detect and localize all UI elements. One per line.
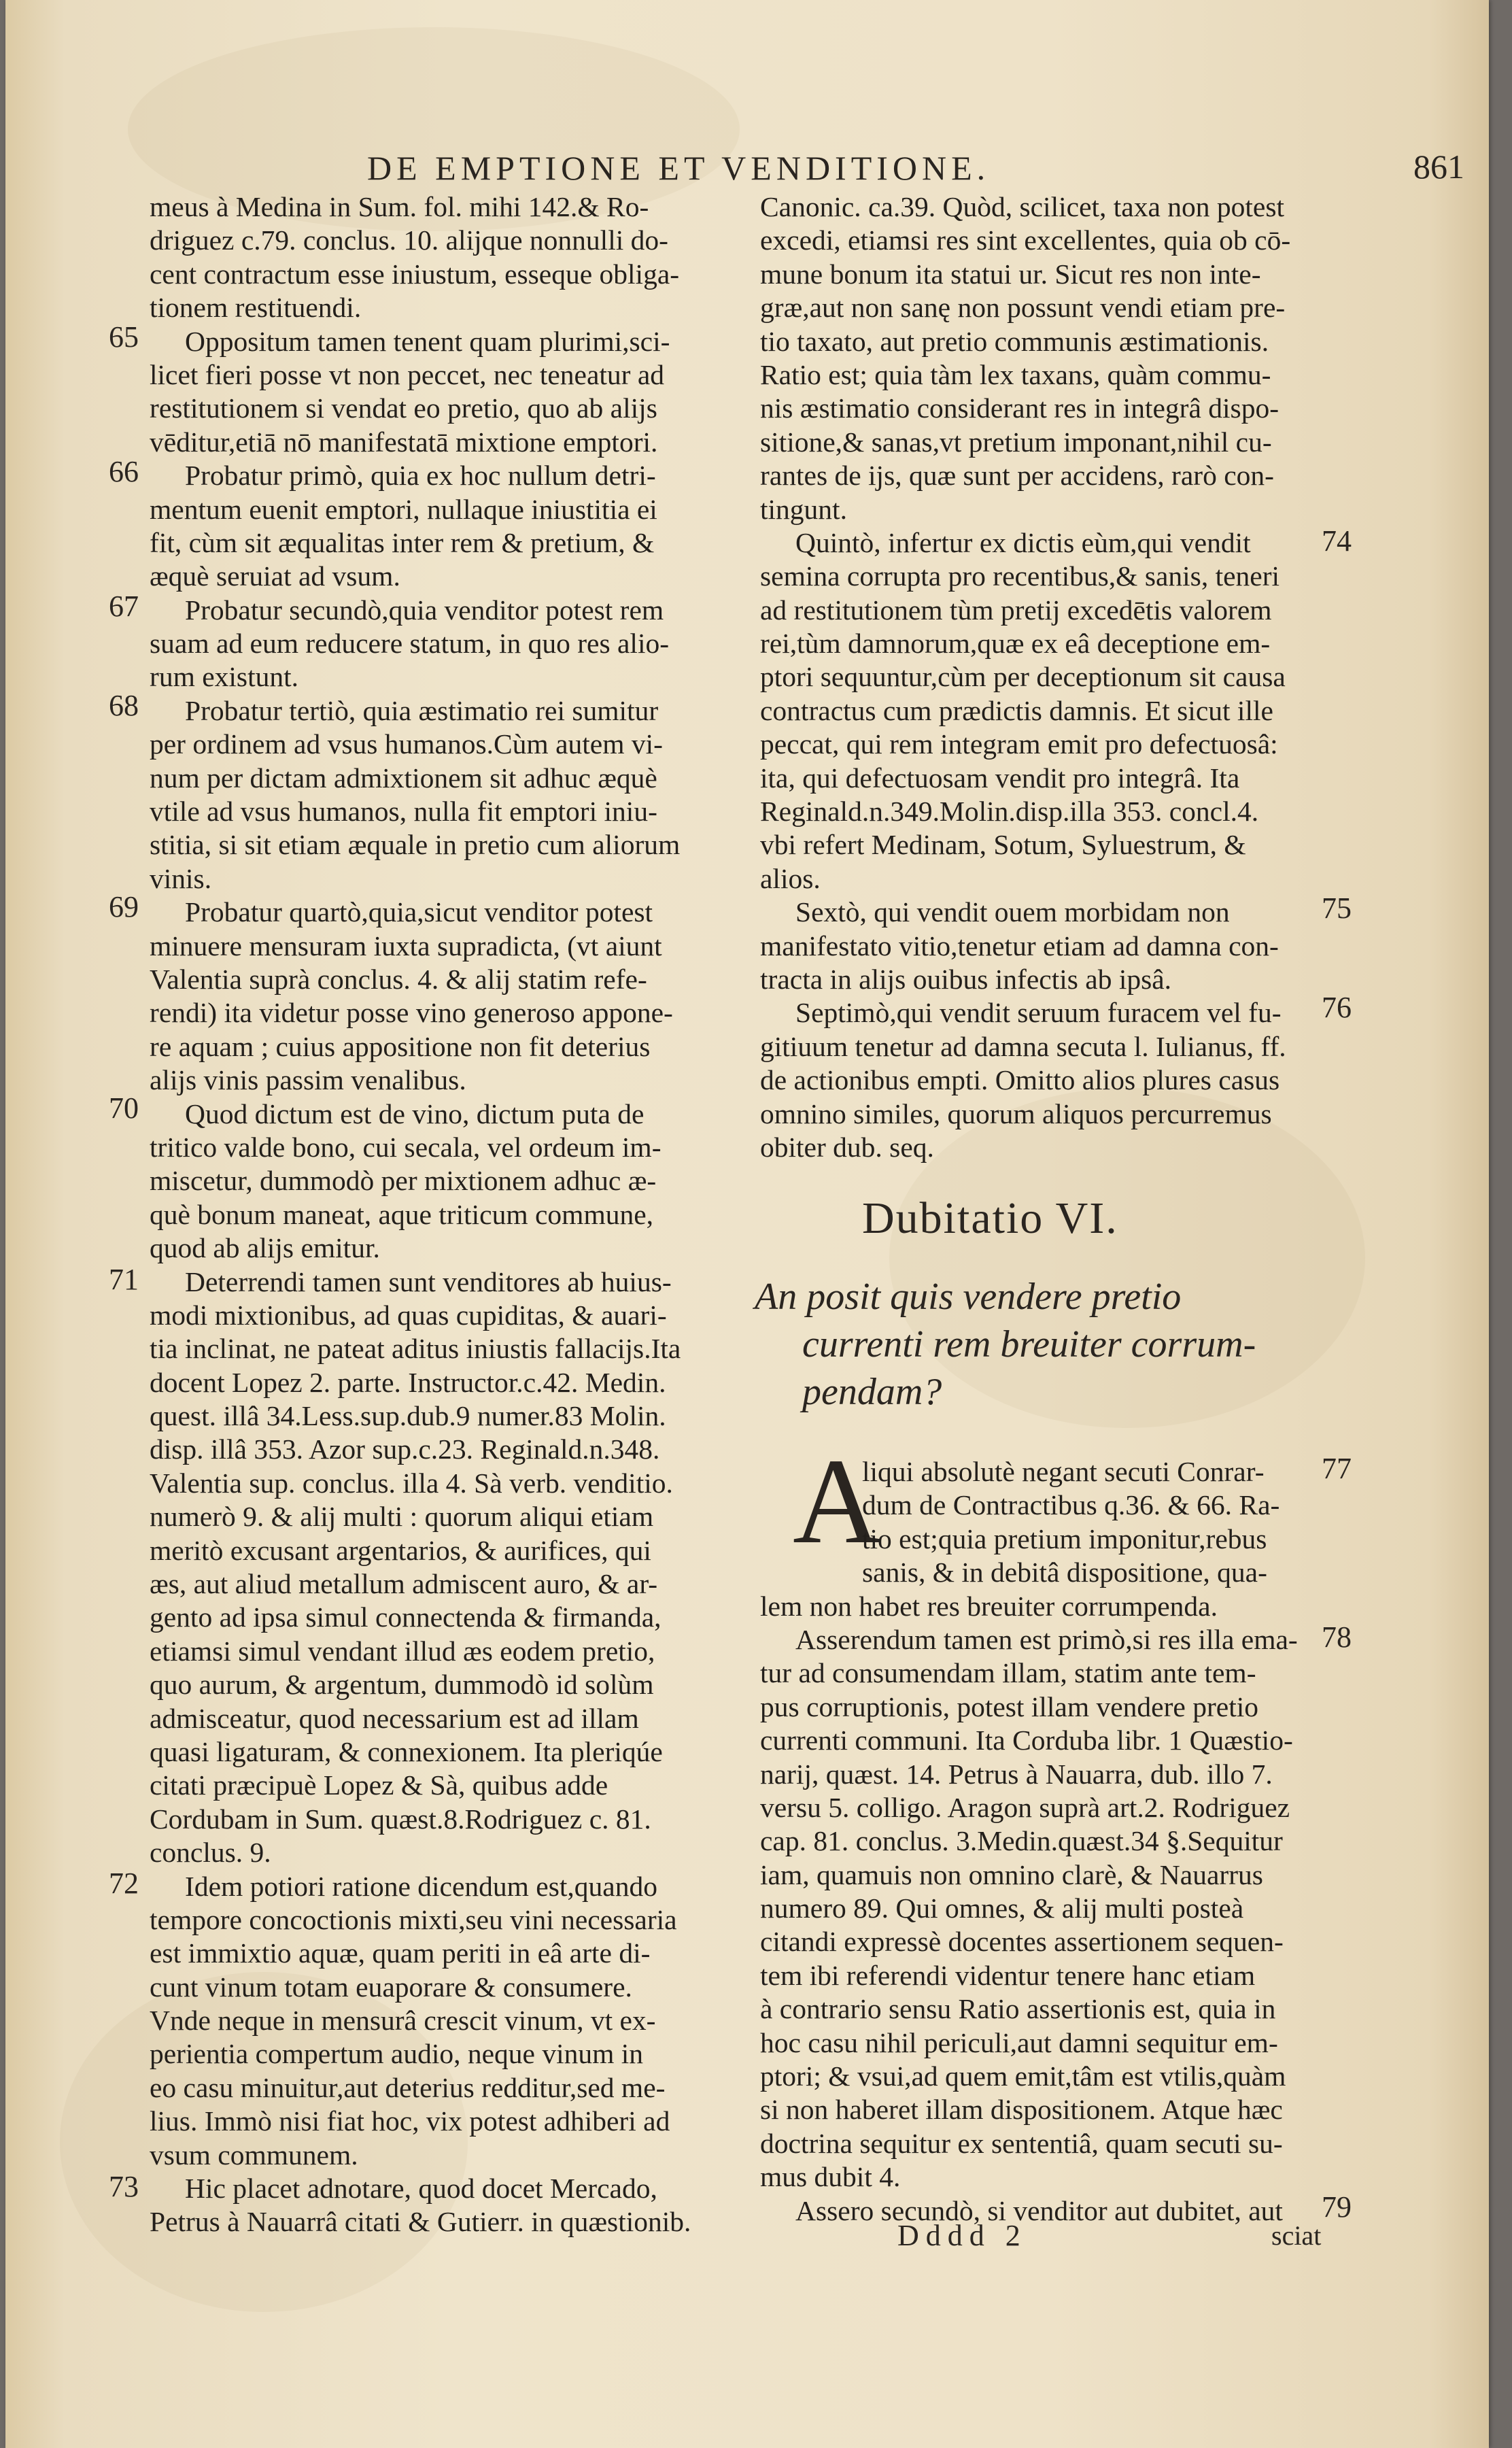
- text-line: tracta in alijs ouibus infectis ab ipsâ.: [760, 963, 1172, 995]
- text-line: Probatur tertiò, quia æstimatio rei sumitur: [185, 694, 659, 726]
- left-column: [150, 190, 700, 2239]
- text-line: miscetur, dummodò per mixtionem adhuc æ-: [150, 1165, 657, 1197]
- section-title: Dubitatio VI.: [862, 1193, 1118, 1243]
- text-line: ptori; & vsui,ad quem emit,tâm est vtilis,quàm: [760, 2060, 1286, 2092]
- text-line: liqui absolutè negant secuti Conrar-: [862, 1456, 1265, 1487]
- text-line: tionem restituendi.: [150, 292, 362, 324]
- text-line: tio est;quia pretium imponitur,rebus: [862, 1523, 1267, 1554]
- text-line: Cordubam in Sum. quæst.8.Rodriguez c. 81.: [150, 1803, 651, 1835]
- text-line: hoc casu nihil periculi,aut damni sequitur em-: [760, 2026, 1278, 2058]
- text-line: omnino similes, quorum aliquos percurremus: [760, 1098, 1272, 1129]
- text-line: tritico valde bono, cui secala, vel ordeum im-: [150, 1131, 662, 1163]
- paragraph-number: 66: [109, 455, 139, 488]
- text-line: perientia compertum audio, neque vinum in: [150, 2038, 644, 2070]
- text-line: Quintò, infertur ex dictis eùm,qui vendit: [795, 526, 1251, 558]
- text-line: græ,aut non sanę non possunt vendi etiam pre-: [760, 292, 1286, 324]
- text-line: excedi, etiamsi res sint excellentes, quia ob cō-: [760, 224, 1291, 256]
- text-line: stitia, si sit etiam æquale in pretio cum aliorum: [150, 829, 681, 861]
- text-line: citati præcipuè Lopez & Sà, quibus adde: [150, 1769, 608, 1801]
- paragraph-number: 78: [1322, 1620, 1352, 1654]
- text-line: alios.: [760, 862, 821, 894]
- text-line: Probatur secundò,quia venditor potest rem: [185, 594, 664, 626]
- text-line: vsum communem.: [150, 2139, 358, 2171]
- text-line: Vnde neque in mensurâ crescit vinum, vt ex-: [150, 2005, 656, 2037]
- text-line: est immixtio aquæ, quam periti in eâ arte di-: [150, 1937, 651, 1969]
- text-line: vēditur,etiā nō manifestatā mixtione emptori.: [150, 426, 658, 458]
- text-line: rantes de ijs, quæ sunt per accidens, rarò con-: [760, 460, 1274, 492]
- text-line: re aquam ; cuius appositione non fit deterius: [150, 1030, 651, 1062]
- text-line: vinis.: [150, 862, 212, 894]
- text-line: restitutionem si vendat eo pretio, quo ab alijs: [150, 392, 657, 424]
- text-line: quod ab alijs emitur.: [150, 1232, 380, 1264]
- text-line: fit, cùm sit æqualitas inter rem & pretium, &: [150, 526, 655, 558]
- text-line: æs, aut aliud metallum admiscent auro, & ar-: [150, 1568, 658, 1600]
- text-line: quo aurum, & argentum, dummodò id solùm: [150, 1669, 654, 1701]
- text-line: admisceatur, quod necessarium est ad illam: [150, 1702, 639, 1734]
- text-line: lem non habet res breuiter corrumpenda.: [760, 1590, 1218, 1622]
- text-line: Idem potiori ratione dicendum est,quando: [185, 1870, 657, 1902]
- text-line: mus dubit 4.: [760, 2161, 901, 2193]
- text-line: Assero secundò, si venditor aut dubitet, aut: [795, 2194, 1283, 2226]
- text-line: currenti communi. Ita Corduba libr. 1 Quæstio-: [760, 1724, 1293, 1756]
- text-line: meritò excusant argentarios, & aurifices, qui: [150, 1534, 651, 1566]
- text-line: tia inclinat, ne pateat aditus iniustis fallacijs.Ita: [150, 1333, 681, 1365]
- text-line: cunt vinum totam euaporare & consumere.: [150, 1971, 632, 2003]
- text-line: alijs vinis passim venalibus.: [150, 1064, 466, 1096]
- text-line: quasi ligaturam, & connexionem. Ita pleriqúe: [150, 1735, 663, 1767]
- text-line: num per dictam admixtionem sit adhuc æquè: [150, 762, 657, 794]
- paragraph-number: 65: [109, 320, 139, 354]
- text-line: rum existunt.: [150, 661, 299, 693]
- right-column-bottom: [760, 1455, 1318, 2228]
- drop-cap: A: [793, 1433, 881, 1569]
- text-line: nis æstimatio considerant res in integrâ dispo-: [760, 392, 1279, 424]
- paragraph-number: 77: [1322, 1452, 1352, 1485]
- text-line: Canonic. ca.39. Quòd, scilicet, taxa non potest: [760, 191, 1285, 222]
- text-line: de actionibus empti. Omitto alios plures casus: [760, 1064, 1280, 1096]
- text-line: Probatur quartò,quia,sicut venditor potest: [185, 896, 653, 928]
- text-line: ita, qui defectuosam vendit pro integrâ. Ita: [760, 762, 1240, 794]
- text-line: tur ad consumendam illam, statim ante tem-: [760, 1657, 1256, 1689]
- text-line: disp. illâ 353. Azor sup.c.23. Reginald.n.348.: [150, 1433, 660, 1465]
- text-line: sitione,& sanas,vt pretium imponant,nihil cu-: [760, 426, 1272, 458]
- question-heading: [755, 1273, 1326, 1416]
- text-line: Quod dictum est de vino, dictum puta de: [185, 1098, 645, 1129]
- paragraph-number: 69: [109, 890, 139, 923]
- text-line: Oppositum tamen tenent quam plurimi,sci-: [185, 325, 670, 357]
- paragraph-number: 76: [1322, 991, 1352, 1024]
- text-line: Ratio est; quia tàm lex taxans, quàm commu-: [760, 358, 1271, 390]
- paragraph-number: 74: [1322, 524, 1352, 558]
- question-line: currenti rem breuiter corrum-: [802, 1323, 1256, 1365]
- text-line: dum de Contractibus q.36. & 66. Ra-: [862, 1489, 1280, 1521]
- text-line: cent contractum esse iniustum, esseque obliga-: [150, 258, 680, 290]
- paragraph-number: 70: [109, 1091, 139, 1125]
- text-line: conclus. 9.: [150, 1837, 271, 1869]
- catchword: sciat: [1271, 2220, 1322, 2251]
- text-line: Hic placet adnotare, quod docet Mercado,: [185, 2173, 657, 2205]
- text-line: suam ad eum reducere statum, in quo res alio-: [150, 628, 670, 660]
- text-line: lius. Immò nisi fiat hoc, vix potest adhiberi ad: [150, 2105, 670, 2137]
- paragraph-number: 72: [109, 1867, 139, 1900]
- text-line: gitiuum tenetur ad damna secuta l. Iulianus, ff.: [760, 1030, 1286, 1062]
- text-line: etiamsi simul vendant illud æs eodem pretio,: [150, 1635, 655, 1667]
- right-column-top: [760, 190, 1318, 1164]
- text-line: contractus cum prædictis damnis. Et sicut ille: [760, 694, 1273, 726]
- text-line: vtile ad vsus humanos, nulla fit emptori iniu-: [150, 796, 657, 828]
- text-line: ad restitutionem tùm pretij excedētis valorem: [760, 594, 1272, 626]
- text-line: gento ad ipsa simul connectenda & firmanda,: [150, 1601, 662, 1633]
- text-line: æquè seruiat ad vsum.: [150, 560, 400, 592]
- text-line: què bonum maneat, aque triticum commune,: [150, 1198, 654, 1230]
- text-line: vbi refert Medinam, Sotum, Syluestrum, &: [760, 829, 1246, 861]
- text-line: peccat, qui rem integram emit pro defectuosâ:: [760, 728, 1278, 760]
- question-line: An posit quis vendere pretio: [755, 1276, 1182, 1318]
- page-number: 861: [1413, 148, 1464, 186]
- text-line: driguez c.79. conclus. 10. alijque nonnulli do-: [150, 224, 668, 256]
- text-line: minuere mensuram iuxta supradicta, (vt aiunt: [150, 930, 662, 962]
- text-line: quest. illâ 34.Less.sup.dub.9 numer.83 Molin.: [150, 1400, 666, 1432]
- signature-mark: Dddd 2: [897, 2219, 1027, 2252]
- text-line: rei,tùm damnorum,quæ ex eâ deceptione em-: [760, 628, 1271, 660]
- paragraph-number: 67: [109, 590, 139, 623]
- text-line: pus corruptionis, potest illam vendere pretio: [760, 1690, 1258, 1722]
- text-line: licet fieri posse vt non peccet, nec teneatur ad: [150, 358, 665, 390]
- paragraph-number: 71: [109, 1263, 139, 1296]
- text-line: citandi expressè docentes assertionem sequen-: [760, 1926, 1284, 1958]
- text-line: iam, quamuis non omnino clarè, & Nauarrus: [760, 1858, 1263, 1890]
- text-line: ptori sequuntur,cùm per deceptionum sit causa: [760, 661, 1286, 693]
- text-line: manifestato vitio,tenetur etiam ad damna con-: [760, 930, 1279, 962]
- paragraph-number: 75: [1322, 891, 1352, 925]
- text-line: tempore concoctionis mixti,seu vini necessaria: [150, 1903, 677, 1935]
- paragraph-number: 73: [109, 2170, 139, 2203]
- text-line: tingunt.: [760, 493, 847, 525]
- text-line: tem ibi referendi videntur tenere hanc etiam: [760, 1959, 1256, 1991]
- text-line: versu 5. colligo. Aragon suprà art.2. Rodriguez: [760, 1791, 1290, 1823]
- text-line: doctrina sequitur ex sententiâ, quam secuti su-: [760, 2127, 1283, 2159]
- running-header: DE EMPTIONE ET VENDITIONE.: [367, 149, 991, 187]
- text-line: rendi) ita videtur posse vino generoso appone-: [150, 997, 673, 1029]
- text-line: Deterrendi tamen sunt venditores ab huius-: [185, 1265, 672, 1297]
- text-line: Septimò,qui vendit seruum furacem vel fu-: [795, 997, 1282, 1029]
- text-line: à contrario sensu Ratio assertionis est, quia in: [760, 1993, 1276, 2025]
- text-line: Valentia sup. conclus. illa 4. Sà verb. venditio.: [150, 1467, 673, 1499]
- text-line: si non haberet illam dispositionem. Atque hæc: [760, 2094, 1283, 2126]
- text-line: sanis, & in debitâ dispositione, qua-: [862, 1557, 1267, 1588]
- text-line: Probatur primò, quia ex hoc nullum detri-: [185, 460, 656, 492]
- text-line: obiter dub. seq.: [760, 1131, 934, 1163]
- text-line: cap. 81. conclus. 3.Medin.quæst.34 §.Sequitur: [760, 1825, 1283, 1857]
- text-line: modi mixtionibus, ad quas cupiditas, & auari-: [150, 1299, 667, 1331]
- text-line: Reginald.n.349.Molin.disp.illa 353. concl.4.: [760, 796, 1259, 828]
- text-line: Valentia suprà conclus. 4. & alij statim refe-: [150, 963, 647, 995]
- text-line: Asserendum tamen est primò,si res illa ema-: [795, 1623, 1298, 1655]
- text-line: semina corrupta pro recentibus,& sanis, teneri: [760, 560, 1280, 592]
- paragraph-number: 68: [109, 689, 139, 722]
- text-line: tio taxato, aut pretio communis æstimationis.: [760, 325, 1269, 357]
- text-line: per ordinem ad vsus humanos.Cùm autem vi-: [150, 728, 663, 760]
- text-line: numerò 9. & alij multi : quorum aliqui etiam: [150, 1501, 654, 1533]
- text-line: eo casu minuitur,aut deterius redditur,sed me-: [150, 2071, 666, 2103]
- text-line: mentum euenit emptori, nullaque iniustitia ei: [150, 493, 657, 525]
- text-line: narij, quæst. 14. Petrus à Nauarra, dub. illo 7.: [760, 1758, 1273, 1790]
- text-line: Sextò, qui vendit ouem morbidam non: [795, 896, 1230, 928]
- text-line: meus à Medina in Sum. fol. mihi 142.& Ro-: [150, 191, 649, 222]
- question-line: pendam?: [802, 1371, 942, 1413]
- text-line: docent Lopez 2. parte. Instructor.c.42. Medin.: [150, 1366, 666, 1398]
- text-line: numero 89. Qui omnes, & alij multi posteà: [760, 1892, 1244, 1924]
- paragraph-number: 79: [1322, 2190, 1352, 2224]
- text-line: Petrus à Nauarrâ citati & Gutierr. in quæstionib.: [150, 2206, 691, 2238]
- text-line: mune bonum ita statui ur. Sicut res non inte-: [760, 258, 1261, 290]
